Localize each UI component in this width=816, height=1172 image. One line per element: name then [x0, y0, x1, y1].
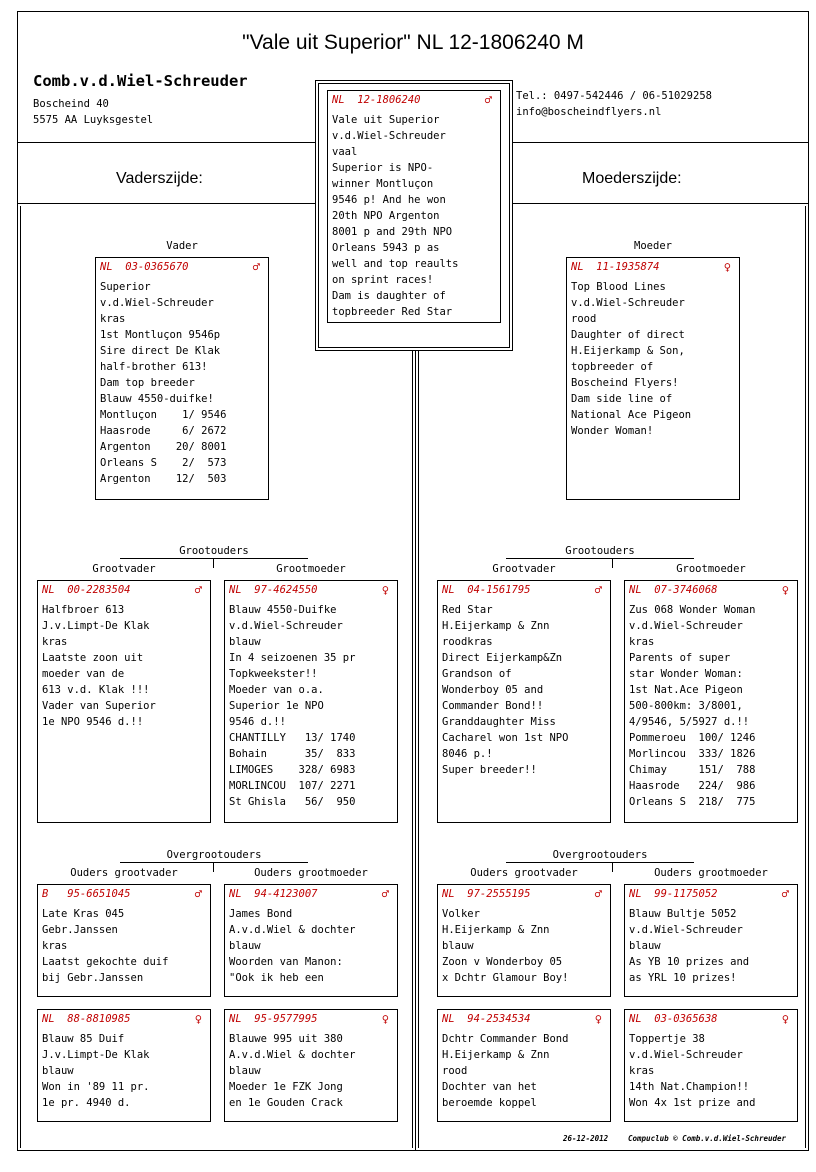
- label-overgrootouders-left: Overgrootouders: [166, 849, 262, 861]
- card-vader: [95, 257, 269, 500]
- ring-number: NL 12-1806240: [332, 94, 421, 106]
- label-ouders-grootmoeder-left: Ouders grootmoeder: [254, 867, 368, 879]
- card-body: Vale uit Superior v.d.Wiel-Schreuder vaal Superior is NPO- winner Montluçon 9546 p! And he won 20th NPO Argenton 8001 p and 29th NPO Orleans 5943 p as well and top reaults on sprint races! Dam is daughter of topbreeder Red Star: [332, 114, 459, 318]
- owner-contact: [516, 88, 712, 120]
- label-ouders-grootvader-right: Ouders grootvader: [470, 867, 578, 879]
- connector-line: [506, 862, 694, 863]
- label-grootvader-right: Grootvader: [492, 563, 556, 575]
- ring-number: NL 03-0365670: [100, 261, 189, 273]
- ring-number: NL 94-4123007: [229, 888, 318, 900]
- ring-number: NL 04-1561795: [442, 584, 531, 596]
- card-body: James Bond A.v.d.Wiel & dochter blauw Woorden van Manon: "Ook ik heb een: [229, 908, 356, 984]
- card-overgrootmoeder-4: [624, 1009, 798, 1122]
- label-overgrootouders-right: Overgrootouders: [552, 849, 648, 861]
- card-grootmoeder-vaderszijde: [224, 580, 398, 823]
- card-body: Halfbroer 613 J.v.Limpt-De Klak kras Laatste zoon uit moeder van de 613 v.d. Klak !!! Vader van Superior 1e NPO 9546 d.!!: [42, 604, 156, 728]
- card-overgrootvader-2: [224, 884, 398, 997]
- connector-line: [612, 862, 613, 872]
- male-symbol-icon: ♂: [594, 887, 602, 901]
- male-symbol-icon: ♂: [252, 260, 260, 274]
- connector-line: [506, 558, 694, 559]
- address-line: 5575 AA Luyksgestel: [33, 114, 154, 126]
- card-body: Red Star H.Eijerkamp & Znn roodkras Direct Eijerkamp&Zn Grandson of Wonderboy 05 and Commander Bond!! Granddaughter Miss Cacharel won 1st NPO 8046 p.! Super breeder!!: [442, 604, 569, 776]
- father-side-heading: Vaderszijde:: [116, 170, 203, 187]
- card-body: Blauw Bultje 5052 v.d.Wiel-Schreuder blauw As YB 10 prizes and as YRL 10 prizes!: [629, 908, 750, 984]
- card-body: Zus 068 Wonder Woman v.d.Wiel-Schreuder kras Parents of super star Wonder Woman: 1st Nat.Ace Pigeon 500-800km: 3/8001, 4/9546, 5/5927 d.!! Pommeroeu 100/ 1246 Morlincou 333/ 1826 Chimay 151/ 788 Haasrode 224/ 986 Orleans S 218/ 775: [629, 604, 756, 808]
- male-symbol-icon: ♂: [381, 887, 389, 901]
- label-ouders-grootmoeder-right: Ouders grootmoeder: [654, 867, 768, 879]
- label-grootouders-right: Grootouders: [565, 545, 635, 557]
- label-ouders-grootvader-left: Ouders grootvader: [70, 867, 178, 879]
- card-body: Late Kras 045 Gebr.Janssen kras Laatst gekochte duif bij Gebr.Janssen: [42, 908, 169, 984]
- connector-line: [612, 558, 613, 568]
- card-overgrootvader-1: [37, 884, 211, 997]
- ring-number: NL 95-9577995: [229, 1013, 318, 1025]
- card-body: Volker H.Eijerkamp & Znn blauw Zoon v Wonderboy 05 x Dchtr Glamour Boy!: [442, 908, 569, 984]
- footer-date: 26-12-2012: [563, 1134, 609, 1143]
- male-symbol-icon: ♂: [484, 93, 492, 107]
- male-symbol-icon: ♂: [594, 583, 602, 597]
- subject-inner-border: [318, 83, 510, 348]
- ring-number: NL 88-8810985: [42, 1013, 131, 1025]
- label-grootmoeder-left: Grootmoeder: [276, 563, 346, 575]
- card-grootmoeder-moederszijde: [624, 580, 798, 823]
- ring-number: NL 00-2283504: [42, 584, 131, 596]
- card-moeder: [566, 257, 740, 500]
- female-symbol-icon: ♀: [381, 1012, 389, 1026]
- card-body: Blauw 85 Duif J.v.Limpt-De Klak blauw Won in '89 11 pr. 1e pr. 4940 d.: [42, 1033, 150, 1109]
- label-grootvader-left: Grootvader: [92, 563, 156, 575]
- card-overgrootvader-3: [437, 884, 611, 997]
- card-body: Dchtr Commander Bond H.Eijerkamp & Znn rood Dochter van het beroemde koppel: [442, 1033, 569, 1109]
- card-body: Toppertje 38 v.d.Wiel-Schreuder kras 14th Nat.Champion!! Won 4x 1st prize and: [629, 1033, 756, 1109]
- female-symbol-icon: ♀: [781, 583, 789, 597]
- ring-number: NL 97-4624550: [229, 584, 318, 596]
- card-body: Blauwe 995 uit 380 A.v.d.Wiel & dochter blauw Moeder 1e FZK Jong en 1e Gouden Crack: [229, 1033, 356, 1109]
- ring-number: NL 07-3746068: [629, 584, 718, 596]
- male-symbol-icon: ♂: [194, 583, 202, 597]
- ring-number: NL 11-1935874: [571, 261, 660, 273]
- ring-number: NL 97-2555195: [442, 888, 531, 900]
- mother-side-heading: Moederszijde:: [582, 170, 682, 187]
- female-symbol-icon: ♀: [781, 1012, 789, 1026]
- card-body: Blauw 4550-Duifke v.d.Wiel-Schreuder blauw In 4 seizoenen 35 pr Topkweekster!! Moeder van o.a. Superior 1e NPO 9546 d.!! CHANTILLY 13/ 1740 Bohain 35/ 833 LIMOGES 328/ 6983 MORLINCOU 107/ 2271 St Ghisla 56/ 950: [229, 604, 356, 808]
- card-body: Superior v.d.Wiel-Schreuder kras 1st Montluçon 9546p Sire direct De Klak half-brother 613! Dam top breeder Blauw 4550-duifke! Montluçon 1/ 9546 Haasrode 6/ 2672 Argenton 20/ 8001 Orleans S 2/ 573 Argenton 12/ 503: [100, 281, 227, 485]
- female-symbol-icon: ♀: [194, 1012, 202, 1026]
- ring-number: B 95-6651045: [42, 888, 131, 900]
- female-symbol-icon: ♀: [381, 583, 389, 597]
- connector-line: [213, 558, 214, 568]
- card-overgrootmoeder-3: [437, 1009, 611, 1122]
- connector-line: [120, 558, 308, 559]
- label-grootmoeder-right: Grootmoeder: [676, 563, 746, 575]
- label-vader: Vader: [166, 240, 198, 252]
- card-overgrootmoeder-1: [37, 1009, 211, 1122]
- card-body: Top Blood Lines v.d.Wiel-Schreuder rood Daughter of direct H.Eijerkamp & Son, topbreeder of Boscheind Flyers! Dam side line of National Ace Pigeon Wonder Woman!: [571, 281, 692, 437]
- contact-phone: Tel.: 0497-542446 / 06-51029258: [516, 90, 712, 102]
- ring-number: NL 03-0365638: [629, 1013, 718, 1025]
- label-moeder: Moeder: [634, 240, 672, 252]
- card-overgrootmoeder-2: [224, 1009, 398, 1122]
- connector-line: [213, 862, 214, 872]
- owner-address: [33, 96, 153, 128]
- female-symbol-icon: ♀: [723, 260, 731, 274]
- ring-number: NL 99-1175052: [629, 888, 718, 900]
- male-symbol-icon: ♂: [194, 887, 202, 901]
- female-symbol-icon: ♀: [594, 1012, 602, 1026]
- ring-number: NL 94-2534534: [442, 1013, 531, 1025]
- owner-name: Comb.v.d.Wiel-Schreuder: [33, 72, 248, 90]
- contact-email: info@boscheindflyers.nl: [516, 106, 662, 118]
- connector-line: [120, 862, 308, 863]
- label-grootouders-left: Grootouders: [179, 545, 249, 557]
- card-overgrootvader-4: [624, 884, 798, 997]
- address-line: Boscheind 40: [33, 98, 109, 110]
- card-grootvader-moederszijde: [437, 580, 611, 823]
- card-grootvader-vaderszijde: [37, 580, 211, 823]
- male-symbol-icon: ♂: [781, 887, 789, 901]
- page-title: "Vale uit Superior" NL 12-1806240 M: [242, 31, 584, 54]
- footer-credit: Compuclub © Comb.v.d.Wiel-Schreuder: [628, 1134, 787, 1143]
